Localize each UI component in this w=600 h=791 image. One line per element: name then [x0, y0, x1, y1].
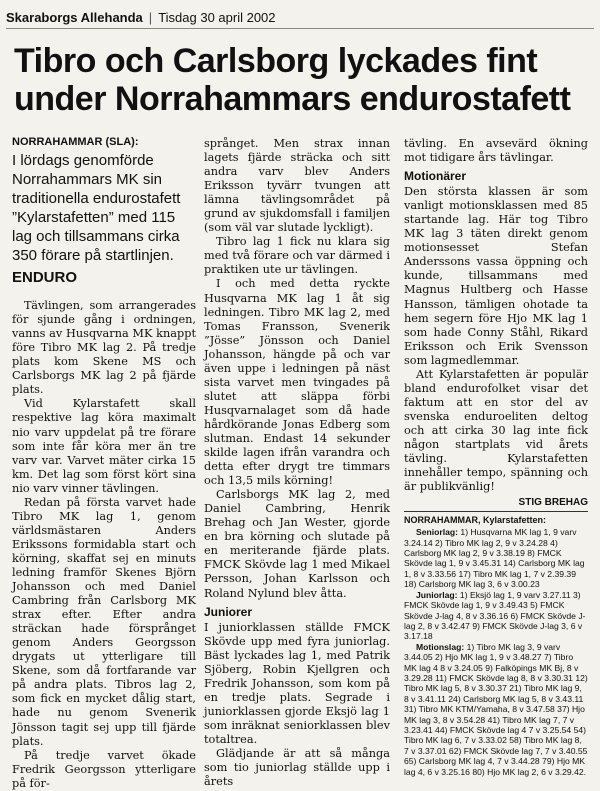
body-paragraph: Den största klassen är som vanligt motionsklassen med 85 startande lag. Här tog Tibro MK lag 3 täten direkt genom motionsesset Stefan Anderssons vassa öppning och kunde, tillsammans med Magnus Hultberg och Hasse Hansson, tämligen ohotade ta hem segern före Hjo MK lag 1 som hade Conny Ståhl, Rikard Eriksson och Erik Svensson som lagmedlemmar. — [404, 185, 588, 367]
results-label: Motionslag: — [416, 641, 465, 652]
results-title: NORRAHAMMAR, Kylarstafetten: — [404, 511, 588, 527]
results-text: 1) Eksjö lag 1, 9 varv 3.27.11 3) FMCK Skövde lag 1, 9 v 3.49.43 5) FMCK Skövde J-lag 4, 8 v 3.36.16 6) FMCK Skövde J-lag 2, 8 v 3.42.47 9) FMCK Skövde J-lag 3, 6 v 3.17.18 — [404, 589, 586, 642]
body-paragraph: Glädjande är att så många som tio juniorlag ställde upp i årets — [204, 747, 390, 789]
article-column-3 — [404, 137, 588, 777]
body-paragraph: språnget. Men strax innan lagets fjärde sträcka och sitt andra varv blev Anders Eriksson tyvärr tvungen att lämna tävlingsområdet på grund av sjukdomsfall i familjen (som väl var slutade lyckligt). — [204, 137, 390, 235]
headline-line-2: under Norrahammars endurostafett — [14, 80, 571, 118]
body-paragraph: Redan på första varvet hade Tibro MK lag 1, genom världsmästaren Anders Erikssons formidabla start och körning, skaffat sej en minuts ledning framför Skenes Björn Johansson och med Daniel Cambring från Carlsborg MK strax efter. Efter andra sträckan hade försprånget genom Anders Georgsson drygats ut ytterligare till Skene, som då fortfarande var på andra plats. Tibros lag 2, som fick en mycket dålig start, hade nu genom Svenerik Jönsson tagit sej upp till fjärde plats. — [12, 495, 196, 748]
headline-line-1: Tibro och Carlsborg lyckades fint — [14, 42, 538, 80]
body-paragraph: Tibro lag 1 fick nu klara sig med två förare och var därmed i praktiken ute ur tävlingen. — [204, 235, 390, 277]
masthead-separator: | — [148, 9, 153, 25]
results-seniorlag — [404, 527, 588, 589]
results-text: 1) Tibro MK lag 3, 9 varv 3.44.05 2) Hjo MK lag 1, 9 v 3.48.27 7) Tibro MK lag 4 8 v 3.24.05 9) Falköpings MK Bj, 8 v 3.29.28 11) FMCK Skövde lag 8, 8 v 3.30.31 12) Tibro MK lag 5, 8 v 3.30.37 21) Tibro MK lag 9, 8 v 3.41.11 24) Carlsborg MK lag 5, 8 v 3.43.11 31) Tibro MK KTM/Yamaha, 8 v 3.47.58 37) Hjo MK lag 3, 8 v 3.54.28 41) Tibro MK lag 7, 7 v 3.23.41 44) FMCK Skövde lag 4 7 v 3.25.54 54) Tibro MK lag 6, 7 v 3.33.02 58) Tibro MK lag 8, 7 v 3.37.01 62) FMCK Skövde lag 7, 7 v 3.40.55 65) Carlsborg MK lag 4, 7 v 3.44.28 79) Hjo MK lag 4, 6 v 3.25.16 80) Hjo MK lag 2, 6 v 3.29.42. — [404, 641, 588, 777]
results-label: Seniorlag: — [416, 527, 459, 538]
publication-date: Tisdag 30 april 2002 — [158, 9, 276, 25]
article-headline — [14, 42, 590, 118]
body-paragraph: Vid Kylarstafett skall respektive lag köra maximalt nio varv uppdelat på tre förare som inte får köra mer än tre varv var. Varvet mäter cirka 15 km. Det lag som först kört sina nio varv vinner tävlingen. — [12, 397, 196, 495]
subheading-juniorer: Juniorer — [204, 604, 253, 619]
body-paragraph: tävling. En avsevärd ökning mot tidigare års tävlingar. — [404, 137, 588, 165]
results-juniorlag — [404, 590, 588, 642]
body-paragraph: I juniorklassen ställde FMCK Skövde upp med fyra juniorlag. Bäst lyckades lag 1, med Patrik Sjöberg, Robin Kjellgren och Fredrik Johansson, som kom på en tredje plats. Segrade i juniorklassen gjorde Eksjö lag 1 som inräknat seniorklassen blev totaltrea. — [204, 620, 390, 746]
author-signature: STIG BREHAG — [518, 497, 588, 509]
dateline: NORRAHAMMAR (SLA): — [12, 136, 139, 148]
results-label: Juniorlag: — [416, 589, 458, 600]
body-paragraph: På tredje varvet ökade Fredrik Georgsson ytterligare på för- — [12, 748, 196, 790]
body-paragraph: Att Kylarstafetten är populär bland endurofolket visar det faktum att en stor del av svenska enduroeliten deltog och att cirka 30 lag inte fick någon startplats vid årets tävling. Kylarstafetten innehåller tempo, spänning och är publikvänlig! — [404, 367, 588, 494]
results-text: 1) Husqvarna MK lag 1, 9 varv 3.24.14 2) Tibro MK lag 2, 9 v 3.24.28 4) Carlsborg MK lag 2, 9 v 3.38.19 8) FMCK Skövde lag 1, 9 v 3.45.31 14) Carlsborg MK lag 1, 8 v 3.33.56 17) Tibro MK lag 1, 7 v 2.39.39 18) Carlsborg MK lag 3, 6 v 3.00.23 — [404, 527, 585, 590]
article-column-2 — [204, 137, 390, 789]
article-column-1 — [12, 135, 196, 791]
body-paragraph: Tävlingen, som arrangerades för sjunde gång i ordningen, vanns av Husqvarna MK knappt före Tibro MK lag 2. På tredje plats kom Skene MS och Carlsborgs MK lag 2 på fjärde plats. — [12, 299, 196, 397]
results-motionslag — [404, 642, 588, 777]
body-paragraph: Carlsborgs MK lag 2, med Daniel Cambring, Henrik Brehag och Jan Wester, gjorde en bra körning och slutade på en meriterande fjärde plats. FMCK Skövde lag 1 med Mikael Persson, Johan Karlsson och Roland Nylund blev åtta. — [204, 488, 390, 600]
subheading-motionarer: Motionärer — [404, 169, 467, 184]
masthead — [6, 6, 594, 29]
newspaper-name: Skaraborgs Allehanda — [6, 9, 143, 25]
section-heading: ENDURO — [12, 269, 78, 287]
article-ingress: I lördags genomförde Norrahammars MK sin traditionella endurostafett ”Kylarstafetten” med 115 lag och tillsammans cirka 350 förare på startlinjen. — [12, 152, 181, 265]
body-paragraph: I och med detta ryckte Husqvarna MK lag 1 åt sig ledningen. Tibro MK lag 2, med Tomas Fransson, Svenerik ”Jösse” Jönsson och Daniel Johansson, hängde på och var även uppe i ledningen på näst sista varvet men tvingades på slutet att släppa förbi Husqvarnalaget som då hade hårdkörande Jonas Edberg som slutman. Endast 14 sekunder skilde lagen ifrån varandra och detta efter drygt tre timmars och 13,5 mils körning! — [204, 277, 390, 488]
